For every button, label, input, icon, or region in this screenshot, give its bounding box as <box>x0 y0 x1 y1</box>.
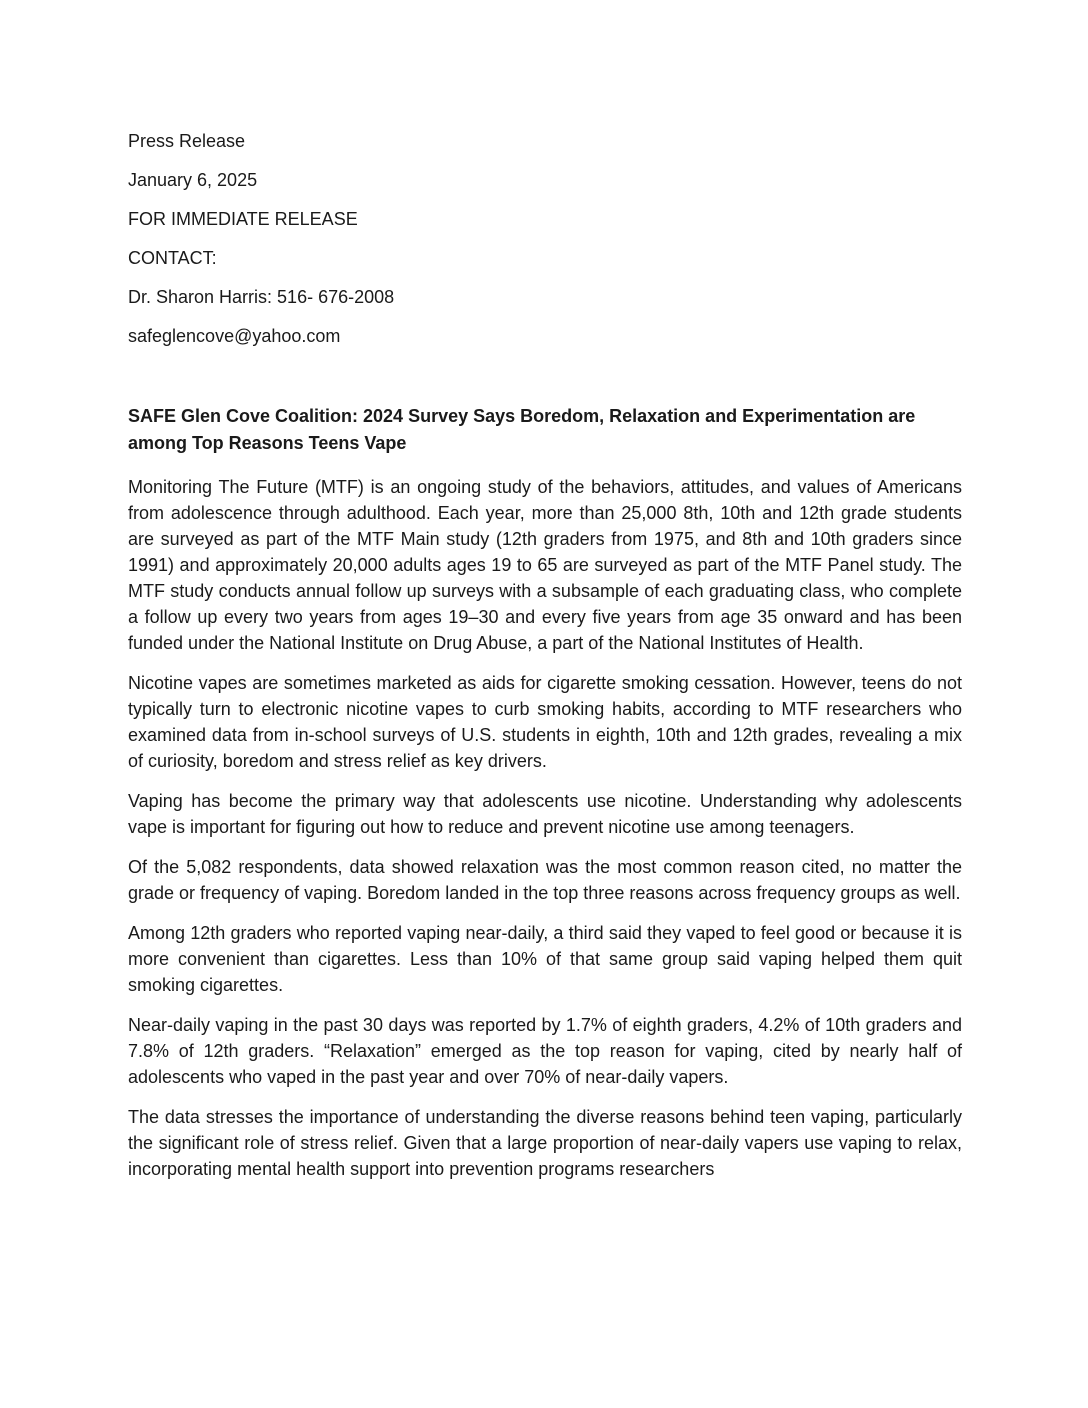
headline: SAFE Glen Cove Coalition: 2024 Survey Says Boredom, Relaxation and Experimentation are among Top Reasons Teens Vape <box>128 406 916 453</box>
release-date: January 6, 2025 <box>128 170 258 190</box>
paragraph-3: Vaping has become the primary way that adolescents use nicotine. Understanding why adolescents vape is important for figuring out how to reduce and prevent nicotine use among teenagers. <box>128 791 962 837</box>
paragraph-2: Nicotine vapes are sometimes marketed as aids for cigarette smoking cessation. However, teens do not typically turn to electronic nicotine vapes to curb smoking habits, according to MTF researchers who examined data from in-school surveys of U.S. students in eighth, 10th and 12th grades, revealing a mix of curiosity, boredom and stress relief as key drivers. <box>128 673 962 771</box>
release-status: FOR IMMEDIATE RELEASE <box>128 209 358 229</box>
article-body <box>128 474 962 1196</box>
doc-type-label: Press Release <box>128 131 246 151</box>
contact-label: CONTACT: <box>128 248 217 268</box>
paragraph-6: Near-daily vaping in the past 30 days was reported by 1.7% of eighth graders, 4.2% of 10th graders and 7.8% of 12th graders. “Relaxation” emerged as the top reason for vaping, cited by nearly half of adolescents who vaped in the past year and over 70% of near-daily vapers. <box>128 1015 962 1087</box>
release-header <box>128 129 962 363</box>
paragraph-4: Of the 5,082 respondents, data showed relaxation was the most common reason cited, no matter the grade or frequency of vaping. Boredom landed in the top three reasons across frequency groups as well. <box>128 857 962 903</box>
contact-email: safeglencove@yahoo.com <box>128 326 341 346</box>
contact-person: Dr. Sharon Harris: 516- 676-2008 <box>128 287 395 307</box>
paragraph-5: Among 12th graders who reported vaping near-daily, a third said they vaped to feel good or because it is more convenient than cigarettes. Less than 10% of that same group said vaping helped them quit smoking cigarettes. <box>128 923 962 995</box>
paragraph-7: The data stresses the importance of understanding the diverse reasons behind teen vaping, particularly the significant role of stress relief. Given that a large proportion of near-daily vapers use vaping to relax, incorporating mental health support into prevention programs researchers <box>128 1107 962 1179</box>
paragraph-1: Monitoring The Future (MTF) is an ongoing study of the behaviors, attitudes, and values of Americans from adolescence through adulthood. Each year, more than 25,000 8th, 10th and 12th grade students are surveyed as part of the MTF Main study (12th graders from 1975, and 8th and 10th graders since 1991) and approximately 20,000 adults ages 19 to 65 are surveyed as part of the MTF Panel study. The MTF study conducts annual follow up surveys with a subsample of each graduating class, who complete a follow up every two years from ages 19–30 and every five years from age 35 onward and has been funded under the National Institute on Drug Abuse, a part of the National Institutes of Health. <box>128 477 962 653</box>
